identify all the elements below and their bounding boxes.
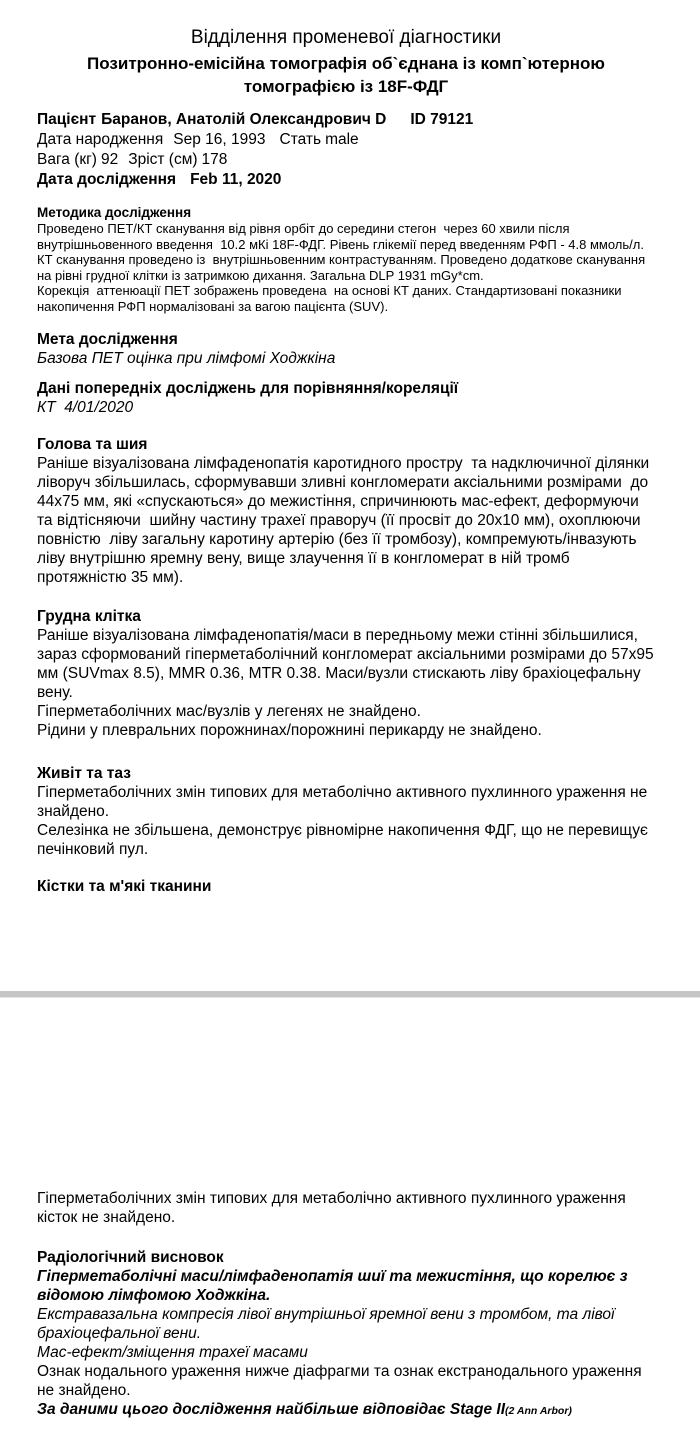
patient-name-label: Пацієнт <box>37 111 97 128</box>
department-title: Відділення променевої діагностики <box>190 27 502 48</box>
section-chest <box>37 607 658 740</box>
section-abdomen-pelvis <box>37 764 655 859</box>
patient-id: ID 79121 <box>410 111 474 128</box>
stage-note: (2 Ann Arbor) <box>505 1405 572 1417</box>
chest-paragraph: Гіперметаболічних мас/вузлів у легенях не знайдено. <box>37 703 421 720</box>
birth-date-value: Sep 16, 1993 <box>173 131 266 148</box>
study-date-value: Feb 11, 2020 <box>190 171 282 188</box>
stage-text: За даними цього дослідження найбільше відповідає Stage II <box>37 1401 506 1418</box>
chest-paragraph: Раніше візуалізована лімфаденопатія/маси в передньому межи стінні збільшилися, зараз сформований гіперметаболічний конгломерат аксіальними розмірами до 57х95 мм (SUVmax 8.5), MMR 0.36, MTR 0.38. Маси/вузли стискають ліву брахіоцефальну вену. <box>37 627 658 701</box>
weight-label: Вага (кг) <box>37 151 97 168</box>
height-label: Зріст (см) <box>128 151 198 168</box>
methodology-paragraph: Корекція аттенюації ПЕТ зображень проведена на основі КТ даних. Стандартизовані показники накопичення РФП нормалізовані за вагою пацієнта (SUV). <box>37 283 626 314</box>
study-date-label: Дата дослідження <box>37 171 177 188</box>
sex-value: male <box>325 131 359 148</box>
head-neck-heading: Голова та шия <box>37 436 148 453</box>
section-conclusion <box>37 1248 655 1421</box>
prior-studies-text: КТ 4/01/2020 <box>37 399 134 416</box>
bones-soft-tissue-paragraph: Гіперметаболічних змін типових для метаболічно активного пухлинного ураження кісток не знайдено. <box>37 1190 631 1226</box>
purpose-text: Базова ПЕТ оцінка при лімфомі Ходжкіна <box>37 350 336 367</box>
patient-name-line <box>37 110 655 130</box>
conclusion-normal-line: Ознак нодального ураження нижче діафрагми та ознак екстранодального ураження не знайдено. <box>37 1363 646 1399</box>
height-value: 178 <box>201 151 228 168</box>
purpose-heading: Мета дослідження <box>37 331 178 348</box>
chest-paragraph: Рідини у плевральних порожнинах/порожнині перикарду не знайдено. <box>37 722 542 739</box>
page-break-divider <box>0 991 700 997</box>
section-prior-studies <box>37 379 655 417</box>
sex-label: Стать <box>279 131 322 148</box>
weight-value: 92 <box>100 151 119 168</box>
conclusion-emphasis: Гіперметаболічні маси/лімфаденопатія шиї та межистіння, що корелює з відомою лімфомою Ходжкіна. <box>37 1268 632 1304</box>
section-bones-soft-tissue <box>37 877 655 896</box>
methodology-heading: Методика дослідження <box>37 205 192 220</box>
abdomen-pelvis-heading: Живіт та таз <box>37 765 131 782</box>
study-title: Позитронно-емісійна томографія об`єднана із комп`ютерною томографією із 18F-ФДГ <box>87 54 605 96</box>
birth-date-label: Дата народження <box>37 131 164 148</box>
section-methodology <box>37 204 655 314</box>
prior-studies-heading: Дані попередніх досліджень для порівняння/кореляції <box>37 380 459 397</box>
patient-name: Баранов, Анатолій Олександрович D <box>101 111 387 128</box>
bones-soft-tissue-heading: Кістки та м'які тканини <box>37 878 212 895</box>
conclusion-italic-line: Екстравазальна компресія лівої внутрішньої яремної вени з тромбом, та лівої брахіоцефальної вени. <box>37 1306 619 1342</box>
methodology-paragraph: КТ сканування проведено із внутрішньовенним контрастуванням. Проведено додаткове сканування на рівні грудної клітки із затримкою дихання. Загальна DLP 1931 mGy*cm. <box>37 252 649 283</box>
conclusion-heading: Радіологічний висновок <box>37 1249 224 1266</box>
chest-heading: Грудна клітка <box>37 608 141 625</box>
page-2-content <box>0 1189 700 1421</box>
patient-info-block <box>37 110 655 190</box>
abdomen-pelvis-paragraph: Селезінка не збільшена, демонструє рівномірне накопичення ФДГ, що не перевищує печінковий пул. <box>37 822 653 858</box>
abdomen-pelvis-paragraph: Гіперметаболічних змін типових для метаболічно активного пухлинного ураження не знайдено. <box>37 784 652 820</box>
section-head-neck <box>37 435 655 587</box>
conclusion-stage-line <box>37 1400 655 1421</box>
study-date-line <box>37 170 655 190</box>
patient-birth-line <box>37 130 655 150</box>
head-neck-paragraph: Раніше візуалізована лімфаденопатія каротидного простру та надключичної ділянки ліворуч збільшилась, сформувавши зливні конгломерати аксіальними розмірами до 44х75 мм, які «спускаються» до межистіння, спричинюють мас-ефект, деформуючи та відтісняючи шийну частину трахеї праворуч (її просвіт до 20х10 мм), охоплюючи повністю ліву загальну каротину артерію (без її тромбозу), компремують/інвазують ліву внутрішню яремну вену, вище злаучення її в конгломерат в ній тромб протяжністю 35 мм). <box>37 455 654 586</box>
patient-body-line <box>37 150 655 170</box>
methodology-paragraph: Проведено ПЕТ/КТ сканування від рівня орбіт до середини стегон через 60 хвили після внутрішньовенного введення 10.2 мКі 18F-ФДГ. Рівень глікемії перед введенням РФП - 4.8 ммоль/л. <box>37 221 644 252</box>
section-purpose <box>37 330 655 368</box>
conclusion-italic-line: Мас-ефект/зміщення трахеї масами <box>37 1344 308 1361</box>
